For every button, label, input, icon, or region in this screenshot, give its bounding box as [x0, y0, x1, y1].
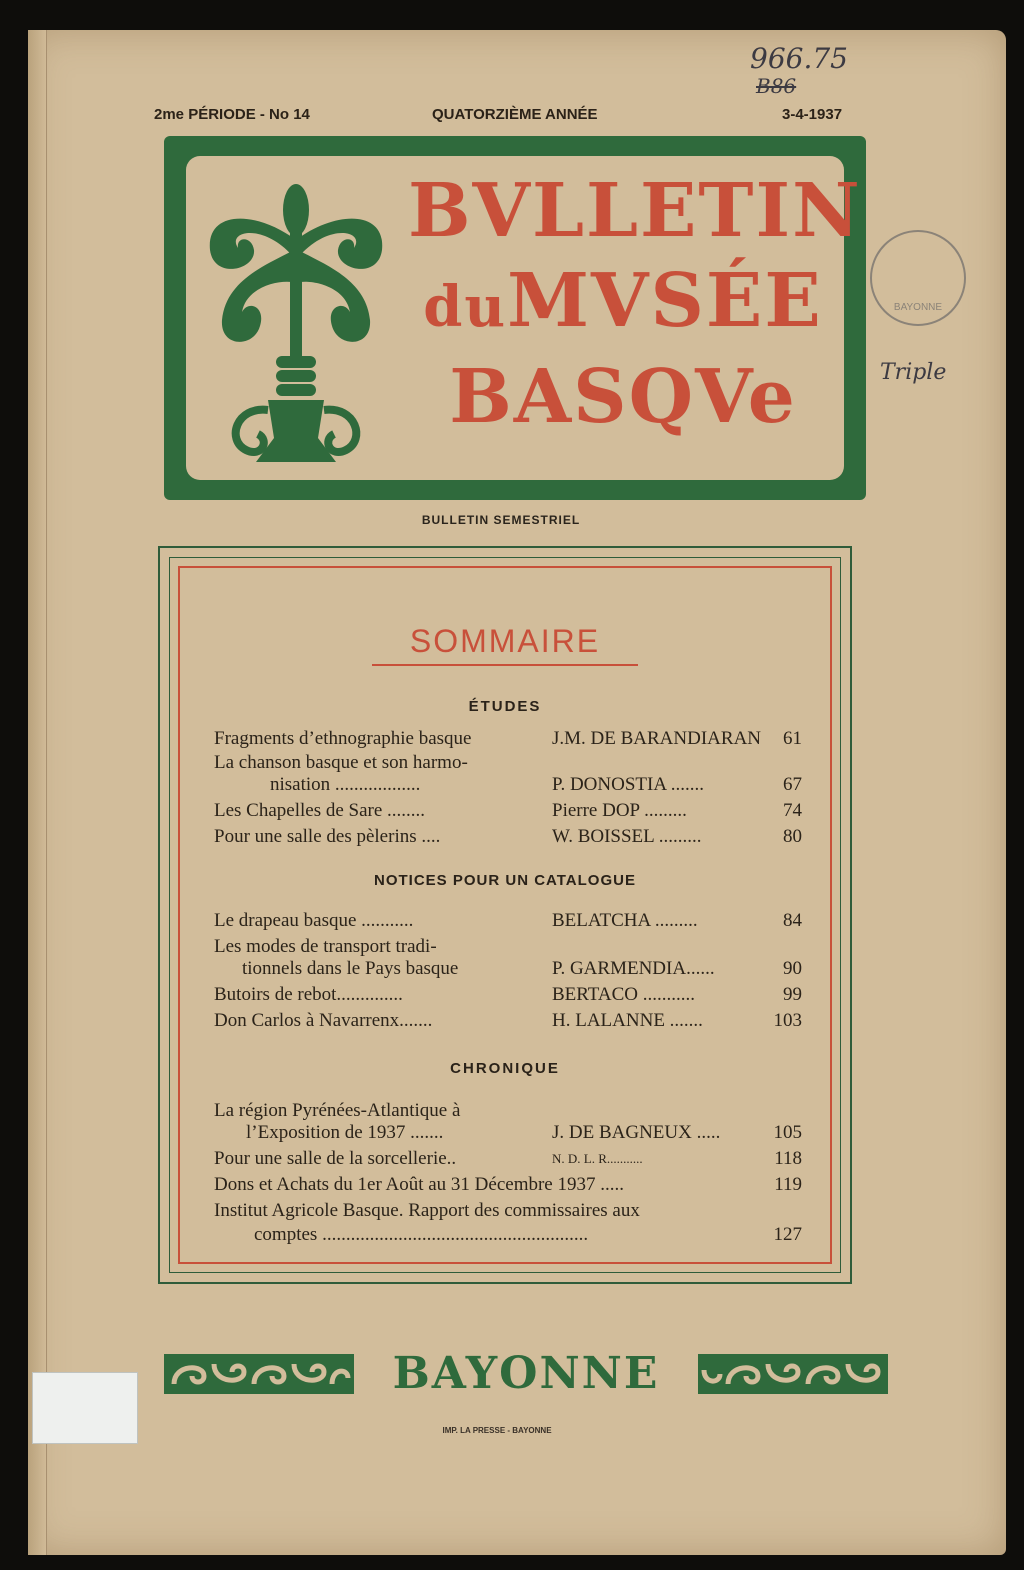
title-line-2-small: du [423, 274, 508, 340]
issue-date: 3-4-1937 [782, 106, 843, 123]
entry-title: Butoirs de rebot.............. [214, 984, 403, 1005]
entry-title: La chanson basque et son harmo- [214, 752, 468, 773]
entry-author: J.M. DE BARANDIARAN [552, 728, 762, 749]
entry-title: Les modes de transport tradi- [214, 936, 437, 957]
entry-page: 84 [783, 910, 802, 931]
sommaire-title: SOMMAIRE [409, 623, 601, 659]
entry-author: P. DONOSTIA ....... [552, 774, 705, 795]
sommaire-heading [180, 623, 830, 666]
margin-note: Triple [880, 360, 947, 385]
entry-page: 74 [783, 800, 802, 821]
title-line-3: BASQVe [449, 354, 797, 440]
section-title: NOTICES POUR UN CATALOGUE [374, 872, 636, 889]
entry-title: La région Pyrénées-Atlantique à [214, 1100, 461, 1121]
handwritten-call-number-2: B86 [756, 74, 797, 98]
entry-title: tionnels dans le Pays basque [242, 958, 459, 979]
entry-page: 103 [773, 1010, 802, 1031]
scroll-ornament-right-icon [698, 1354, 888, 1394]
entry-page: 61 [783, 728, 802, 749]
entry-author: Pierre DOP ......... [552, 800, 687, 821]
entry-title: Les Chapelles de Sare ........ [214, 800, 426, 821]
shelf-label-sticker [32, 1372, 138, 1444]
title-banner [164, 136, 866, 500]
entry-page: 80 [783, 826, 802, 847]
entry-page: 118 [774, 1148, 802, 1169]
entry-author: BERTACO ........... [552, 984, 696, 1005]
journal-title [408, 166, 862, 442]
handwritten-call-number: 966.75 [750, 42, 848, 75]
entry-title: Institut Agricole Basque. Rapport des commissaires aux [214, 1200, 640, 1221]
entry-page: 90 [783, 958, 802, 979]
printer-line: IMP. LA PRESSE - BAYONNE [442, 1426, 552, 1435]
entry-title: Pour une salle de la sorcellerie.. [214, 1148, 457, 1169]
toc-frame [158, 546, 852, 1284]
fleur-vase-emblem-icon [196, 170, 396, 470]
entry-title: Dons et Achats du 1er Août au 31 Décembre 1937 ..... [214, 1174, 624, 1195]
title-line-1: BVLLETIN [408, 168, 862, 254]
title-line-2 [408, 256, 838, 352]
entry-title: Pour une salle des pèlerins .... [214, 826, 441, 847]
cover-spine [28, 30, 47, 1555]
sommaire-underline [372, 664, 638, 666]
entry-page: 67 [783, 774, 802, 795]
entry-author: P. GARMENDIA...... [552, 958, 715, 979]
entry-page: 99 [783, 984, 802, 1005]
entry-author: W. BOISSEL ......... [552, 826, 702, 847]
section-title: CHRONIQUE [450, 1060, 560, 1077]
toc-frame-inner [169, 557, 841, 1273]
year-label: QUATORZIÈME ANNÉE [432, 106, 598, 123]
entry-author: H. LALANNE ....... [552, 1010, 703, 1031]
entry-page: 119 [774, 1174, 802, 1195]
section-title: ÉTUDES [468, 698, 542, 715]
entry-title: nisation .................. [270, 774, 421, 795]
magazine-cover [28, 30, 1006, 1555]
entry-title: comptes ........................................................ [254, 1224, 589, 1245]
entry-title: Le drapeau basque ........... [214, 910, 414, 931]
entry-author: N. D. L. R........... [552, 1151, 643, 1166]
city-name: BAYONNE [392, 1348, 660, 1399]
entry-page: 105 [773, 1122, 802, 1143]
entry-author: BELATCHA ......... [552, 910, 698, 931]
entry-title: l’Exposition de 1937 ....... [246, 1122, 444, 1143]
title-line-2-main: MVSÉE [507, 258, 823, 344]
library-stamp: BAYONNE [870, 230, 966, 326]
entry-title: Fragments d’ethnographie basque [214, 728, 472, 749]
entry-title: Don Carlos à Navarrenx....... [214, 1010, 433, 1031]
title-banner-inner [186, 156, 862, 480]
city-banner [164, 1350, 888, 1398]
entry-author: J. DE BAGNEUX ..... [552, 1122, 721, 1143]
entry-page: 127 [773, 1224, 802, 1245]
period-number: 2me PÉRIODE - No 14 [154, 106, 310, 123]
subtitle: BULLETIN SEMESTRIEL [421, 513, 581, 527]
toc-frame-red [178, 566, 832, 1264]
